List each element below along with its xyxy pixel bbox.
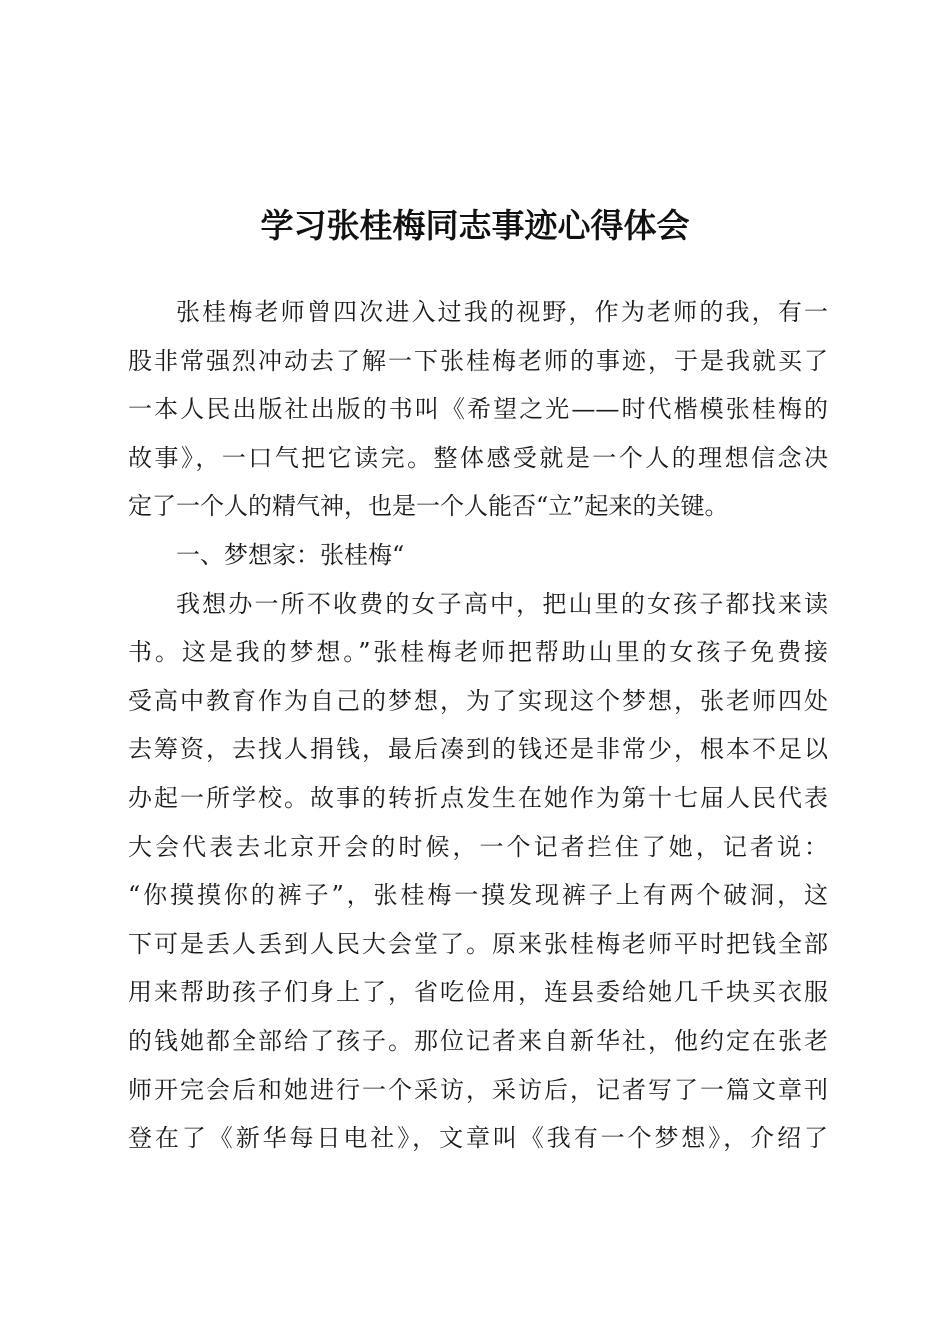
text-line: 股非常强烈冲动去了解一下张桂梅老师的事迹，于是我就买了 [128, 346, 828, 375]
text-line: 办起一所学校。故事的转折点发生在她作为第十七届人民代表 [128, 783, 828, 812]
text-line: 我想办一所不收费的女子高中，把山里的女孩子都找来读 [176, 589, 828, 618]
text-line: 下可是丢人丢到人民大会堂了。原来张桂梅老师平时把钱全部 [128, 929, 828, 958]
document-body [128, 288, 828, 1163]
text-line: 师开完会后和她进行一个采访，采访后，记者写了一篇文章刊 [128, 1075, 828, 1104]
text-line: 去筹资，去找人捐钱，最后凑到的钱还是非常少，根本不足以 [128, 735, 828, 764]
text-line: 张桂梅老师曾四次进入过我的视野，作为老师的我，有一 [176, 298, 828, 326]
text-line: “你摸摸你的裤子”，张桂梅一摸发现裤子上有两个破洞，这 [128, 881, 828, 910]
page-title: 学习张桂梅同志事迹心得体会 [260, 206, 690, 245]
text-line: 定了一个人的精气神，也是一个人能否“立”起来的关键。 [128, 492, 729, 521]
text-line: 大会代表去北京开会的时候，一个记者拦住了她，记者说： [128, 832, 828, 861]
text-line: 用来帮助孩子们身上了，省吃俭用，连县委给她几千块买衣服 [128, 978, 828, 1007]
text-line: 登在了《新华每日电社》，文章叫《我有一个梦想》，介绍了 [128, 1124, 828, 1153]
text-line: 一本人民出版社出版的书叫《希望之光——时代楷模张桂梅的 [128, 395, 828, 424]
text-line: 受高中教育作为自己的梦想，为了实现这个梦想，张老师四处 [128, 686, 828, 715]
section-heading: 一、梦想家：张桂梅“ [176, 540, 405, 569]
text-line: 故事》，一口气把它读完。整体感受就是一个人的理想信念决 [128, 443, 828, 472]
text-line: 书。这是我的梦想。”张桂梅老师把帮助山里的女孩子免费接 [128, 638, 828, 667]
text-line: 的钱她都全部给了孩子。那位记者来自新华社，他约定在张老 [128, 1026, 828, 1055]
